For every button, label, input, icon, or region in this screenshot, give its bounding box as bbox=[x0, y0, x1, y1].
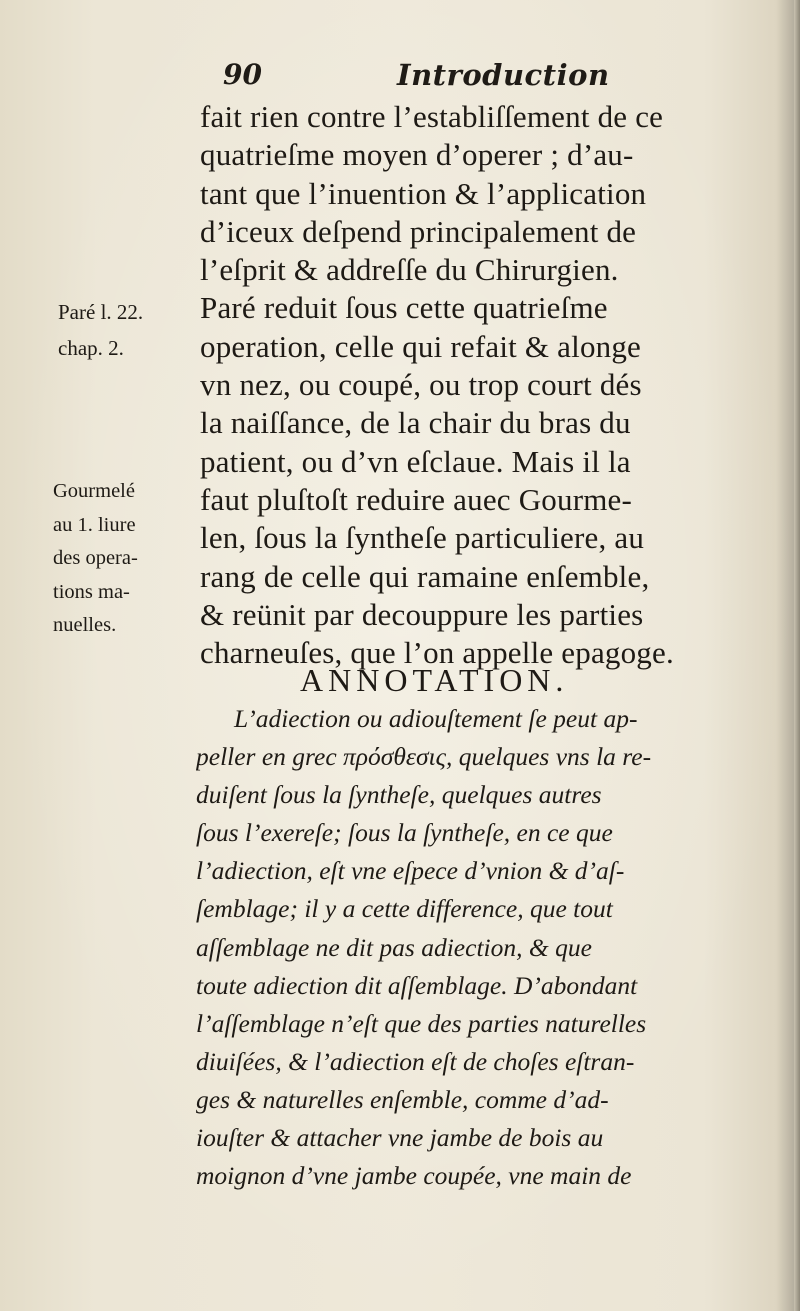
annotation-line: L’adiection ou adiouſtement ſe peut ap- bbox=[234, 704, 638, 733]
text-line: fait rien contre l’establiſſement de ce bbox=[200, 99, 664, 134]
text-line: patient, ou d’vn eſclaue. Mais il la bbox=[200, 443, 631, 479]
text-line: la naiſſance, de la chair du bras du bbox=[200, 405, 631, 441]
text-line: Paré reduit ſous cette quatrieſme bbox=[200, 290, 608, 326]
text-line: rang de celle qui ramaine enſemble, bbox=[200, 558, 650, 594]
annotation-line: diuiſées, & l’adiection eſt de choſes eſtran- bbox=[196, 1046, 635, 1076]
annotation-line: ges & naturelles enſemble, comme d’ad- bbox=[196, 1084, 609, 1114]
page-number: 90 bbox=[223, 58, 262, 91]
text-line: charneuſes, que l’on appelle epagoge. bbox=[200, 635, 674, 671]
text-line: tant que l’inuention & l’application bbox=[200, 175, 647, 211]
margin-note-line: des opera- bbox=[53, 547, 138, 569]
annotation-text-block bbox=[196, 700, 766, 1195]
text-line: faut pluſtoſt reduire auec Gourme- bbox=[200, 481, 633, 517]
margin-note-pare bbox=[58, 294, 208, 366]
margin-note-line: Paré l. 22. bbox=[58, 300, 144, 324]
page-edge bbox=[794, 0, 800, 1311]
margin-note-line: Gourmelé bbox=[53, 480, 135, 502]
margin-note-gourmelen bbox=[53, 475, 203, 643]
annotation-heading: ANNOTATION. bbox=[300, 662, 569, 698]
annotation-line: toute adiection dit aſſemblage. D’abondant bbox=[196, 970, 638, 1000]
text-line: len, ſous la ſyntheſe particuliere, au bbox=[200, 520, 645, 556]
annotation-line: peller en grec πρόσθεσις, quelques vns la re- bbox=[196, 742, 652, 772]
text-line: operation, celle qui refait & alonge bbox=[200, 328, 642, 364]
annotation-line: ſous l’exereſe; ſous la ſyntheſe, en ce que bbox=[196, 818, 613, 848]
annotation-line: duiſent ſous la ſyntheſe, quelques autres bbox=[196, 780, 602, 810]
main-text-block bbox=[200, 98, 780, 672]
annotation-line: l’adiection, eſt vne eſpece d’vnion & d’aſ- bbox=[196, 856, 625, 886]
annotation-line: moignon d’vne jambe coupée, vne main de bbox=[196, 1161, 632, 1191]
text-line: l’eſprit & addreſſe du Chirurgien. bbox=[200, 252, 619, 288]
text-line: & reünit par decouppure les parties bbox=[200, 596, 644, 632]
text-line: quatrieſme moyen d’operer ; d’au- bbox=[200, 137, 634, 173]
running-head-title: Introduction bbox=[397, 58, 610, 92]
margin-note-line: au 1. liure bbox=[53, 513, 136, 536]
annotation-line: l’aſſemblage n’eſt que des parties naturelles bbox=[196, 1008, 647, 1038]
annotation-line: iouſter & attacher vne jambe de bois au bbox=[196, 1123, 604, 1153]
annotation-line: aſſemblage ne dit pas adiection, & que bbox=[196, 932, 592, 962]
running-head bbox=[205, 58, 765, 98]
text-line: d’iceux deſpend principalement de bbox=[200, 213, 637, 249]
margin-note-line: tions ma- bbox=[53, 580, 130, 603]
annotation-line: ſemblage; il y a cette difference, que tout bbox=[196, 894, 613, 924]
margin-note-line: nuelles. bbox=[53, 614, 117, 636]
margin-note-line: chap. 2. bbox=[58, 336, 124, 360]
text-line: vn nez, ou coupé, ou trop court dés bbox=[200, 367, 642, 403]
